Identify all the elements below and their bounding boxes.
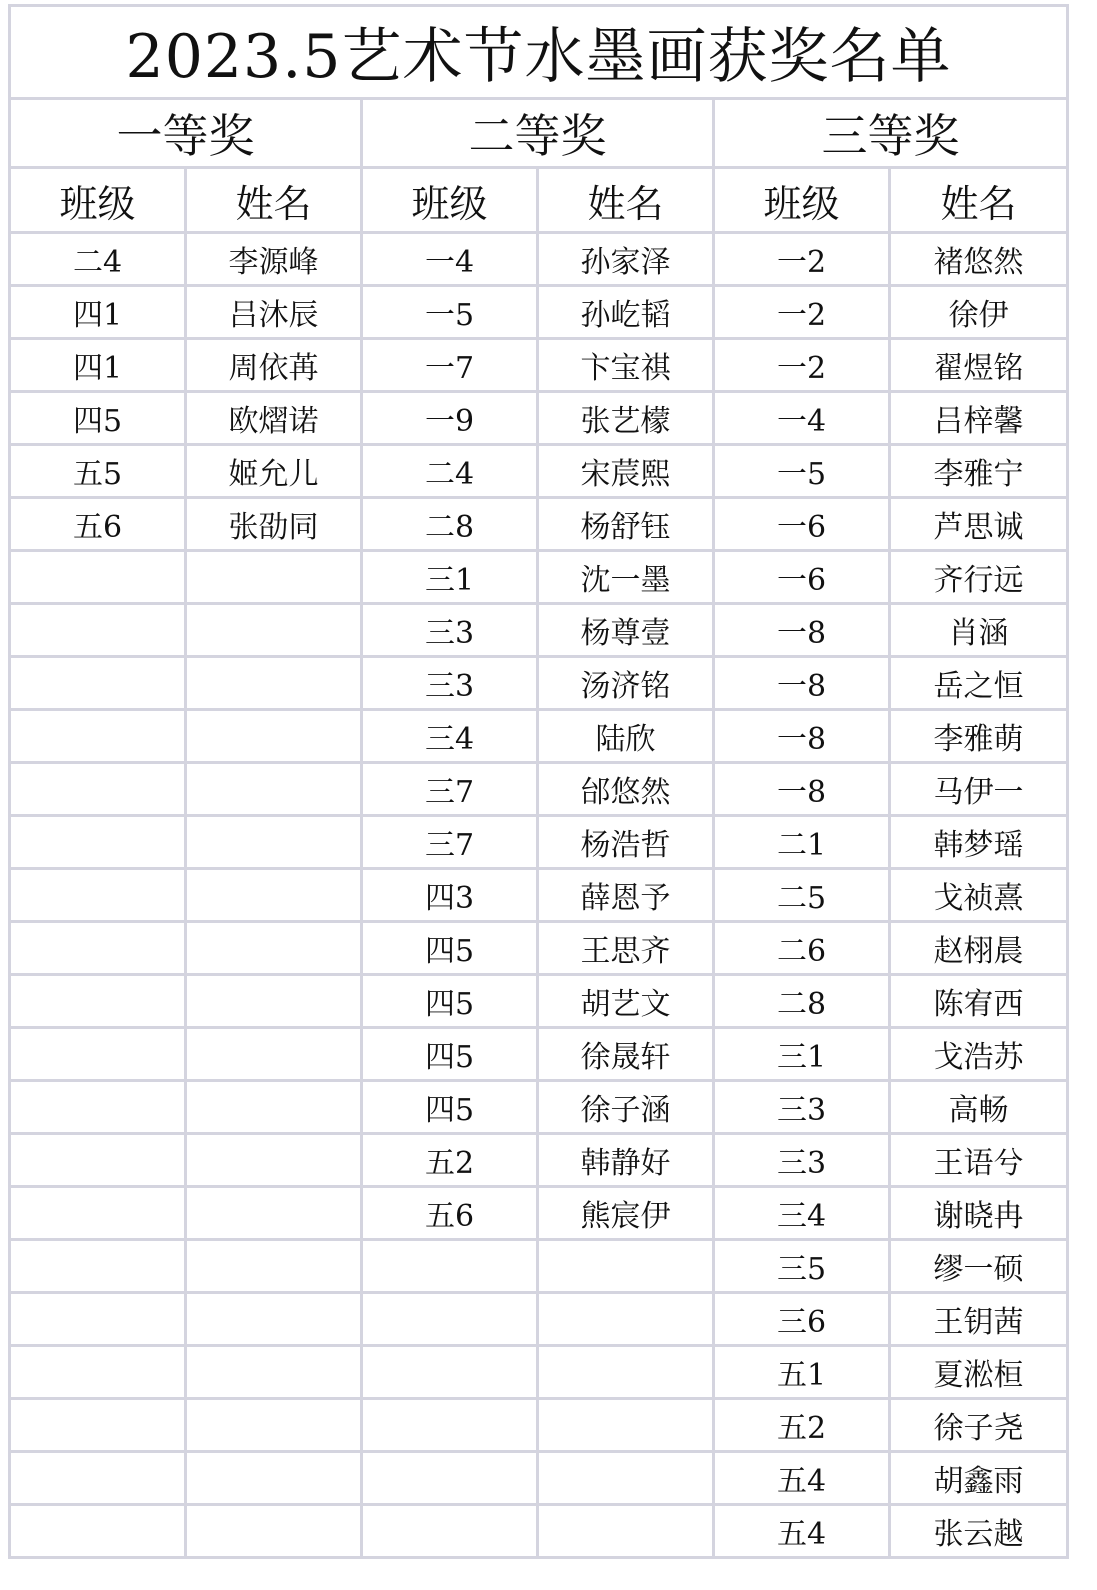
second-prize-name-cell: 徐晟轩 xyxy=(538,1028,714,1081)
first-prize-class-cell: 二4 xyxy=(10,233,186,286)
second-prize-class-cell: 四5 xyxy=(362,975,538,1028)
table-row xyxy=(10,1346,1068,1399)
class-column-header: 班级 xyxy=(362,168,538,233)
second-prize-name-cell: 徐子涵 xyxy=(538,1081,714,1134)
first-prize-name-cell xyxy=(186,1399,362,1452)
second-prize-name-cell: 胡艺文 xyxy=(538,975,714,1028)
second-prize-name-cell: 陆欣 xyxy=(538,710,714,763)
table-row xyxy=(10,1187,1068,1240)
second-prize-class-cell xyxy=(362,1399,538,1452)
second-prize-name-cell: 卞宝祺 xyxy=(538,339,714,392)
first-prize-name-cell xyxy=(186,1134,362,1187)
table-row xyxy=(10,551,1068,604)
prize-third-heading: 三等奖 xyxy=(714,99,1068,168)
first-prize-name-cell xyxy=(186,1028,362,1081)
table-row xyxy=(10,445,1068,498)
first-prize-class-cell xyxy=(10,1399,186,1452)
second-prize-class-cell: 二4 xyxy=(362,445,538,498)
first-prize-name-cell: 李源峰 xyxy=(186,233,362,286)
first-prize-class-cell xyxy=(10,975,186,1028)
third-prize-name-cell: 夏淞桓 xyxy=(890,1346,1068,1399)
first-prize-name-cell xyxy=(186,710,362,763)
name-column-header: 姓名 xyxy=(538,168,714,233)
second-prize-class-cell: 三3 xyxy=(362,657,538,710)
table-row xyxy=(10,922,1068,975)
second-prize-name-cell: 杨舒钰 xyxy=(538,498,714,551)
first-prize-name-cell: 张劭同 xyxy=(186,498,362,551)
third-prize-name-cell: 齐行远 xyxy=(890,551,1068,604)
third-prize-class-cell: 三5 xyxy=(714,1240,890,1293)
first-prize-name-cell xyxy=(186,657,362,710)
table-row xyxy=(10,763,1068,816)
third-prize-class-cell: 一8 xyxy=(714,604,890,657)
table-row xyxy=(10,1452,1068,1505)
first-prize-name-cell xyxy=(186,551,362,604)
class-column-header: 班级 xyxy=(714,168,890,233)
third-prize-name-cell: 褚悠然 xyxy=(890,233,1068,286)
table-row xyxy=(10,975,1068,1028)
table-row xyxy=(10,1293,1068,1346)
first-prize-name-cell xyxy=(186,1240,362,1293)
second-prize-name-cell: 孙家泽 xyxy=(538,233,714,286)
second-prize-name-cell xyxy=(538,1505,714,1558)
third-prize-class-cell: 一2 xyxy=(714,286,890,339)
third-prize-class-cell: 五2 xyxy=(714,1399,890,1452)
third-prize-class-cell: 一6 xyxy=(714,498,890,551)
third-prize-name-cell: 吕梓馨 xyxy=(890,392,1068,445)
second-prize-name-cell: 韩静好 xyxy=(538,1134,714,1187)
table-row xyxy=(10,392,1068,445)
first-prize-class-cell xyxy=(10,1081,186,1134)
first-prize-class-cell xyxy=(10,763,186,816)
second-prize-name-cell: 杨尊壹 xyxy=(538,604,714,657)
second-prize-name-cell xyxy=(538,1240,714,1293)
first-prize-class-cell xyxy=(10,1505,186,1558)
table-row xyxy=(10,657,1068,710)
first-prize-name-cell xyxy=(186,922,362,975)
table-row xyxy=(10,233,1068,286)
third-prize-class-cell: 三4 xyxy=(714,1187,890,1240)
second-prize-class-cell xyxy=(362,1240,538,1293)
first-prize-class-cell: 五5 xyxy=(10,445,186,498)
third-prize-class-cell: 一5 xyxy=(714,445,890,498)
third-prize-name-cell: 岳之恒 xyxy=(890,657,1068,710)
second-prize-name-cell: 熊宸伊 xyxy=(538,1187,714,1240)
third-prize-name-cell: 戈浩苏 xyxy=(890,1028,1068,1081)
third-prize-class-cell: 一4 xyxy=(714,392,890,445)
second-prize-class-cell xyxy=(362,1346,538,1399)
third-prize-name-cell: 张云越 xyxy=(890,1505,1068,1558)
first-prize-class-cell: 四5 xyxy=(10,392,186,445)
second-prize-class-cell: 四5 xyxy=(362,1081,538,1134)
prize-first-heading: 一等奖 xyxy=(10,99,362,168)
first-prize-class-cell xyxy=(10,1452,186,1505)
second-prize-name-cell: 孙屹韬 xyxy=(538,286,714,339)
first-prize-class-cell xyxy=(10,604,186,657)
third-prize-class-cell: 五4 xyxy=(714,1452,890,1505)
second-prize-name-cell xyxy=(538,1452,714,1505)
first-prize-class-cell xyxy=(10,1346,186,1399)
second-prize-name-cell xyxy=(538,1399,714,1452)
third-prize-class-cell: 一8 xyxy=(714,657,890,710)
third-prize-name-cell: 赵栩晨 xyxy=(890,922,1068,975)
first-prize-class-cell xyxy=(10,657,186,710)
second-prize-name-cell: 王思齐 xyxy=(538,922,714,975)
third-prize-name-cell: 徐子尧 xyxy=(890,1399,1068,1452)
third-prize-name-cell: 李雅宁 xyxy=(890,445,1068,498)
third-prize-class-cell: 三3 xyxy=(714,1081,890,1134)
second-prize-class-cell: 四5 xyxy=(362,922,538,975)
third-prize-name-cell: 王语兮 xyxy=(890,1134,1068,1187)
winner-rows xyxy=(10,233,1068,1558)
third-prize-name-cell: 高畅 xyxy=(890,1081,1068,1134)
second-prize-class-cell: 三3 xyxy=(362,604,538,657)
table-row xyxy=(10,710,1068,763)
first-prize-class-cell xyxy=(10,922,186,975)
second-prize-class-cell: 二8 xyxy=(362,498,538,551)
class-column-header: 班级 xyxy=(10,168,186,233)
first-prize-name-cell: 吕沐辰 xyxy=(186,286,362,339)
first-prize-class-cell xyxy=(10,1240,186,1293)
first-prize-class-cell xyxy=(10,1134,186,1187)
table-row xyxy=(10,1399,1068,1452)
first-prize-name-cell xyxy=(186,1505,362,1558)
second-prize-name-cell: 张艺檬 xyxy=(538,392,714,445)
second-prize-name-cell: 汤济铭 xyxy=(538,657,714,710)
third-prize-class-cell: 二8 xyxy=(714,975,890,1028)
table-row xyxy=(10,1134,1068,1187)
first-prize-class-cell xyxy=(10,1028,186,1081)
first-prize-name-cell: 欧熠诺 xyxy=(186,392,362,445)
third-prize-name-cell: 谢晓冉 xyxy=(890,1187,1068,1240)
second-prize-name-cell: 邰悠然 xyxy=(538,763,714,816)
second-prize-name-cell xyxy=(538,1293,714,1346)
second-prize-class-cell: 三7 xyxy=(362,816,538,869)
sheet-title: 2023.5艺术节水墨画获奖名单 xyxy=(10,6,1068,99)
first-prize-name-cell xyxy=(186,816,362,869)
table-row xyxy=(10,1081,1068,1134)
second-prize-class-cell: 一4 xyxy=(362,233,538,286)
second-prize-class-cell: 四5 xyxy=(362,1028,538,1081)
third-prize-class-cell: 一8 xyxy=(714,710,890,763)
first-prize-class-cell xyxy=(10,710,186,763)
third-prize-class-cell: 三3 xyxy=(714,1134,890,1187)
third-prize-class-cell: 五1 xyxy=(714,1346,890,1399)
second-prize-class-cell: 五2 xyxy=(362,1134,538,1187)
second-prize-class-cell xyxy=(362,1452,538,1505)
table-row xyxy=(10,286,1068,339)
first-prize-name-cell xyxy=(186,1293,362,1346)
first-prize-class-cell xyxy=(10,1293,186,1346)
second-prize-class-cell: 一9 xyxy=(362,392,538,445)
first-prize-name-cell xyxy=(186,763,362,816)
second-prize-name-cell: 沈一墨 xyxy=(538,551,714,604)
name-column-header: 姓名 xyxy=(890,168,1068,233)
first-prize-class-cell xyxy=(10,1187,186,1240)
third-prize-class-cell: 三6 xyxy=(714,1293,890,1346)
first-prize-name-cell xyxy=(186,1452,362,1505)
third-prize-name-cell: 缪一硕 xyxy=(890,1240,1068,1293)
second-prize-name-cell: 宋莀熙 xyxy=(538,445,714,498)
third-prize-name-cell: 徐伊 xyxy=(890,286,1068,339)
second-prize-class-cell: 一5 xyxy=(362,286,538,339)
table-row xyxy=(10,604,1068,657)
table-row xyxy=(10,816,1068,869)
third-prize-class-cell: 三1 xyxy=(714,1028,890,1081)
first-prize-class-cell xyxy=(10,551,186,604)
award-list-table xyxy=(8,4,1069,1559)
prize-second-heading: 二等奖 xyxy=(362,99,714,168)
second-prize-class-cell: 三4 xyxy=(362,710,538,763)
first-prize-name-cell xyxy=(186,1346,362,1399)
second-prize-class-cell: 一7 xyxy=(362,339,538,392)
first-prize-name-cell xyxy=(186,1187,362,1240)
first-prize-name-cell: 姬允儿 xyxy=(186,445,362,498)
first-prize-name-cell xyxy=(186,975,362,1028)
first-prize-name-cell xyxy=(186,604,362,657)
first-prize-class-cell xyxy=(10,816,186,869)
third-prize-class-cell: 二5 xyxy=(714,869,890,922)
second-prize-class-cell: 三1 xyxy=(362,551,538,604)
table-row xyxy=(10,1505,1068,1558)
third-prize-class-cell: 一2 xyxy=(714,339,890,392)
name-column-header: 姓名 xyxy=(186,168,362,233)
third-prize-name-cell: 肖涵 xyxy=(890,604,1068,657)
third-prize-class-cell: 一8 xyxy=(714,763,890,816)
first-prize-class-cell: 四1 xyxy=(10,339,186,392)
first-prize-class-cell: 五6 xyxy=(10,498,186,551)
third-prize-name-cell: 王钥茜 xyxy=(890,1293,1068,1346)
second-prize-name-cell: 杨浩哲 xyxy=(538,816,714,869)
third-prize-name-cell: 胡鑫雨 xyxy=(890,1452,1068,1505)
table-row xyxy=(10,498,1068,551)
table-row xyxy=(10,1028,1068,1081)
second-prize-class-cell: 五6 xyxy=(362,1187,538,1240)
first-prize-name-cell xyxy=(186,1081,362,1134)
third-prize-name-cell: 韩梦瑶 xyxy=(890,816,1068,869)
second-prize-name-cell: 薛恩予 xyxy=(538,869,714,922)
third-prize-class-cell: 一6 xyxy=(714,551,890,604)
first-prize-class-cell: 四1 xyxy=(10,286,186,339)
second-prize-class-cell: 四3 xyxy=(362,869,538,922)
third-prize-name-cell: 翟煜铭 xyxy=(890,339,1068,392)
first-prize-class-cell xyxy=(10,869,186,922)
first-prize-name-cell xyxy=(186,869,362,922)
first-prize-name-cell: 周依苒 xyxy=(186,339,362,392)
table-row xyxy=(10,339,1068,392)
third-prize-name-cell: 芦思诚 xyxy=(890,498,1068,551)
third-prize-class-cell: 二1 xyxy=(714,816,890,869)
second-prize-name-cell xyxy=(538,1346,714,1399)
third-prize-name-cell: 陈宥西 xyxy=(890,975,1068,1028)
third-prize-class-cell: 五4 xyxy=(714,1505,890,1558)
second-prize-class-cell xyxy=(362,1293,538,1346)
third-prize-class-cell: 二6 xyxy=(714,922,890,975)
second-prize-class-cell xyxy=(362,1505,538,1558)
second-prize-class-cell: 三7 xyxy=(362,763,538,816)
table-row xyxy=(10,1240,1068,1293)
third-prize-name-cell: 马伊一 xyxy=(890,763,1068,816)
third-prize-name-cell: 戈祯熹 xyxy=(890,869,1068,922)
table-row xyxy=(10,869,1068,922)
third-prize-class-cell: 一2 xyxy=(714,233,890,286)
third-prize-name-cell: 李雅萌 xyxy=(890,710,1068,763)
